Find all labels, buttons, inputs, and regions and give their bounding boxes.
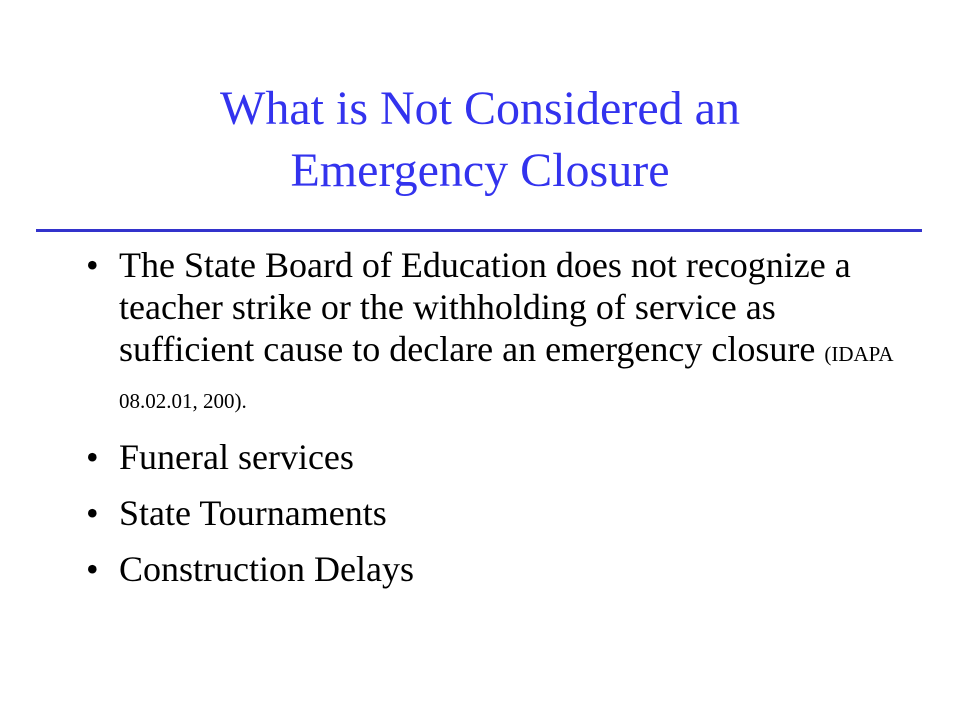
bullet-item-funeral: [86, 436, 916, 478]
bullet-list: [86, 244, 916, 604]
slide-title-line-2: Emergency Closure: [290, 144, 670, 197]
bullet-icon: •: [86, 549, 99, 589]
slide-title: [0, 78, 960, 202]
bullet-item-strike: [86, 244, 916, 422]
bullet-icon: •: [86, 493, 99, 533]
bullet-text: State Tournaments: [119, 493, 387, 533]
title-divider: [36, 229, 922, 232]
bullet-text: The State Board of Education does not recognize a teacher strike or the withholding of service as sufficient cause to declare an emergency closure: [119, 245, 851, 369]
bullet-item-tournaments: [86, 492, 916, 534]
slide-title-line-1: What is Not Considered an: [220, 82, 740, 135]
bullet-text: Funeral services: [119, 437, 354, 477]
bullet-item-construction: [86, 548, 916, 590]
bullet-text: Construction Delays: [119, 549, 414, 589]
bullet-reference: (IDAPA 08.02.01, 200).: [119, 342, 893, 413]
bullet-icon: •: [86, 245, 99, 285]
bullet-icon: •: [86, 437, 99, 477]
